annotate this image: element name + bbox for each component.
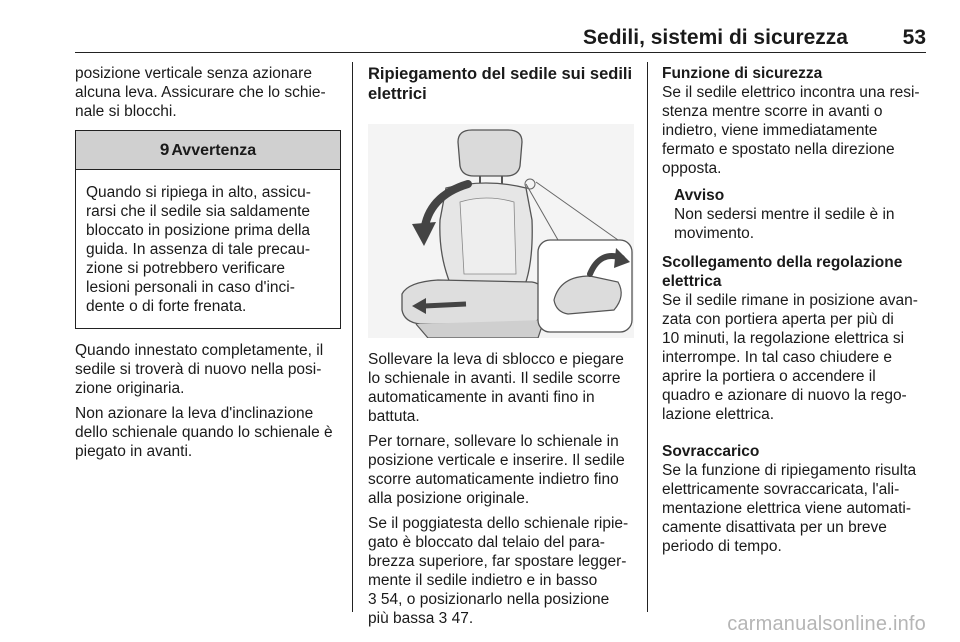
warning-header (76, 131, 340, 170)
heading-overload: Sovraccarico (662, 443, 760, 460)
warning-box (75, 130, 341, 329)
page-number: 53 (902, 26, 926, 49)
section-heading-folding: Ripiegamento del sedile sui sedili elettrici (368, 65, 633, 103)
notice-box (674, 186, 928, 243)
column-2 (368, 64, 634, 634)
warning-title: Avvertenza (171, 142, 257, 159)
page-header (75, 24, 926, 53)
warning-triangle-icon: 9 (159, 140, 170, 159)
col3-para3: Se la funzione di ripiegamento risulta elettricamente sovraccaricata, l'ali- mentazione elettrica viene automati- camente disattivata per un breve periodo di tempo. (662, 462, 917, 555)
notice-title: Avviso (674, 187, 725, 204)
col1-para2: Non azionare la leva d'inclinazione dello schienale quando lo schienale è piegato in avanti. (75, 405, 333, 460)
col1-intro: posizione verticale senza azionare alcuna leva. Assicurare che lo schie- nale si blocchi. (75, 65, 326, 120)
notice-body: Non sedersi mentre il sedile è in movimento. (674, 206, 895, 242)
watermark: carmanualsonline.info (727, 613, 926, 635)
col3-para2: Se il sedile rimane in posizione avan- zata con portiera aperta per più di 10 minuti, la regolazione elettrica si interrompe. In tal caso chiudere e aprire la portiera o accendere il quadro e azionare di nuovo la rego- lazione elettrica. (662, 292, 918, 423)
section-title: Sedili, sistemi di sicurezza (583, 26, 848, 49)
column-divider-2 (647, 62, 648, 612)
warning-body: Quando si ripiega in alto, assicu- rarsi che il sedile sia saldamente bloccato in posizione prima della guida. In assenza di tale precau- zione si potrebbero verificare lesioni personali in caso d'inci- dente o di forte frenata. (86, 184, 311, 315)
column-3 (662, 64, 928, 562)
col2-para1: Sollevare la leva di sblocco e piegare lo schienale in avanti. Il sedile scorre automaticamente in avanti fino in battuta. (368, 351, 624, 425)
col2-para3: Se il poggiatesta dello schienale ripie- gato è bloccato dal telaio del para- brezza superiore, far spostare legger- mente il sedile indietro e in basso 3 54, o posizionarlo nella posizione più bassa 3 47. (368, 515, 629, 627)
col1-para1: Quando innestato completamente, il sedile si troverà di nuovo nella posi- zione originaria. (75, 342, 324, 397)
column-divider-1 (352, 62, 353, 612)
heading-disconnect: Scollegamento della regolazione elettrica (662, 254, 903, 290)
seat-fold-illustration-icon (368, 124, 634, 338)
heading-safety-function: Funzione di sicurezza (662, 65, 823, 82)
col3-para1: Se il sedile elettrico incontra una resi- stenza mentre scorre in avanti o indietro, viene immediatamente fermato e spostato nella direzione opposta. (662, 84, 920, 177)
column-1 (75, 64, 341, 467)
col2-para2: Per tornare, sollevare lo schienale in posizione verticale e inserire. Il sedile scorre automaticamente indietro fino alla posizione originale. (368, 433, 625, 507)
